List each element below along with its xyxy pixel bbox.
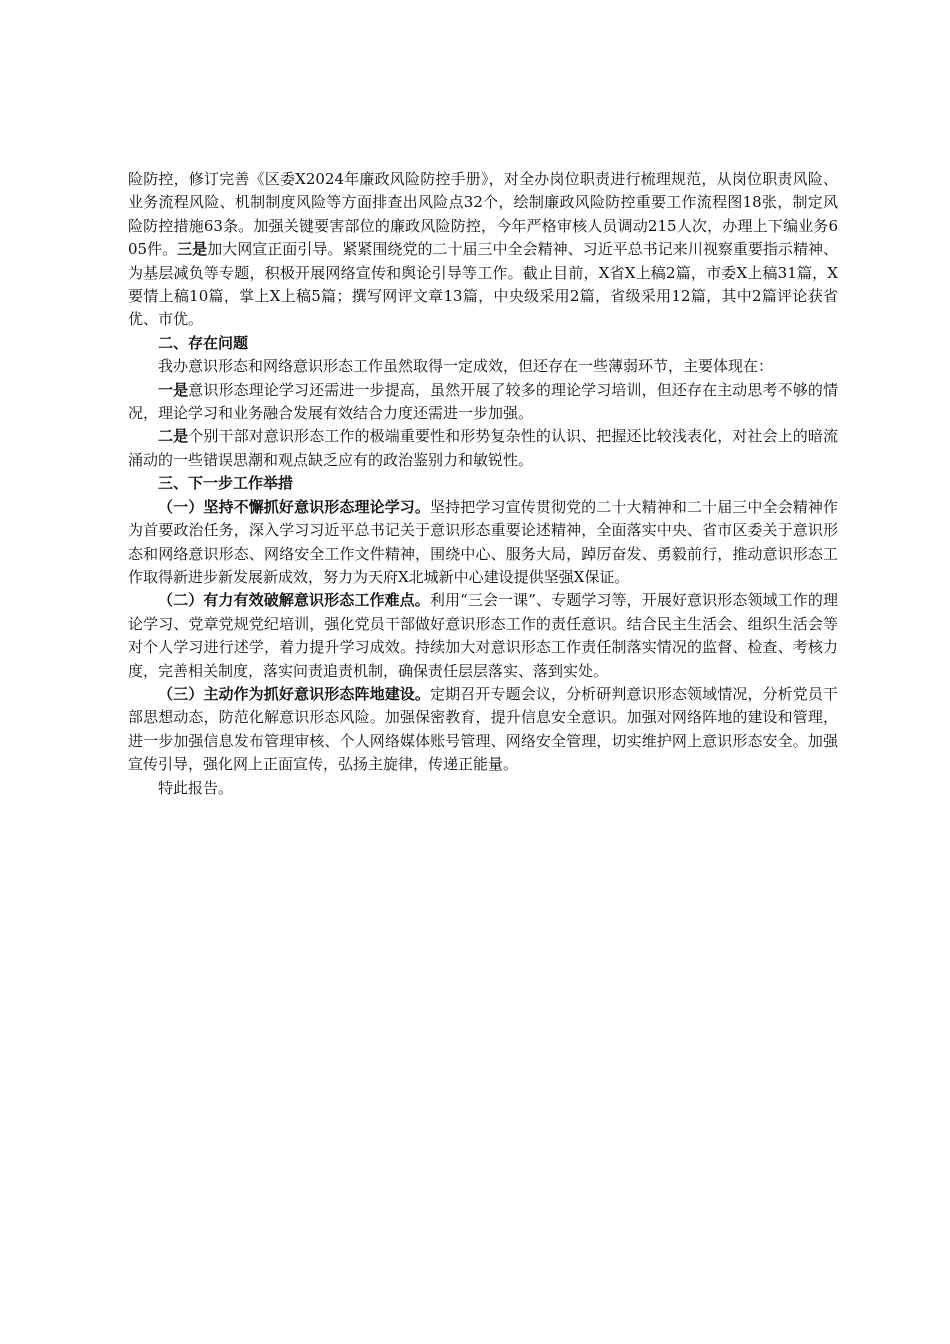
problems-intro: 我办意识形态和网络意识形态工作虽然取得一定成效，但还存在一些薄弱环节，主要体现在： [158, 357, 774, 376]
closing-line: 特此报告。 [158, 778, 234, 797]
measure-item-3-text: 定期召开专题会议，分析研判意识形态领域情况，分析党员干部思想动态，防范化解意识形态风险。加强保密教育，提升信息安全意识。加强对网络阵地的建设和管理，进一步加强信息发布管理审核、个人网络媒体账号管理、网络安全管理，切实维护网上意识形态安全。加强宣传引导，强化网上正面宣传，弘扬主旋律，传递正能量。 [128, 684, 838, 774]
intro-text-part2: 加大网宣正面引导。紧紧围绕党的二十届三中全会精神、习近平总书记来川视察重要指示精神、为基层减负等专题，积极开展网络宣传和舆论引导等工作。截止目前，X省X上稿2篇，市委X上稿31篇，X要情上稿10篇，掌上X上稿5篇；撰写网评文章13篇，中央级采用2篇，省级采用12篇，其中2篇评论获省优、市优。 [128, 240, 838, 329]
section-heading-problems: 二、存在问题 [158, 333, 249, 352]
measure-item-2-lead: （二）有力有效破解意识形态工作难点。 [158, 591, 430, 610]
problem-item-1-lead: 一是 [158, 380, 189, 399]
measure-item-3 [128, 683, 838, 777]
intro-text-part1: 险防控，修订完善《区委X2024年廉政风险防控手册》，对全办岗位职责进行梳理规范，从岗位职责风险、业务流程风险、机制制度风险等方面排查出风险点32个，绘制廉政风险防控重要工作流程图18张，制定风险防控措施63条。加强关键要害部位的廉政风险防控，今年严格审核人员调动215人次，办理上下编业务605件。 [128, 170, 838, 259]
section-heading-next-steps: 三、下一步工作举措 [158, 474, 294, 493]
measure-item-3-lead: （三）主动作为抓好意识形态阵地建设。 [158, 684, 431, 703]
problem-item-2 [128, 425, 838, 472]
measure-item-2 [128, 589, 838, 683]
document-page [128, 168, 838, 800]
measure-item-1-lead: （一）坚持不懈抓好意识形态理论学习。 [158, 497, 431, 516]
intro-lead-three: 三是 [177, 240, 208, 259]
problem-item-1-text: 意识形态理论学习还需进一步提高，虽然开展了较多的理论学习培训，但还存在主动思考不够的情况，理论学习和业务融合发展有效结合力度还需进一步加强。 [128, 380, 838, 423]
problem-item-2-lead: 二是 [158, 427, 189, 446]
problem-item-1 [128, 379, 838, 426]
measure-item-2-text: 利用“三会一课”、专题学习等，开展好意识形态领域工作的理论学习、党章党规党纪培训，强化党员干部做好意识形态工作的责任意识。结合民主生活会、组织生活会等对个人学习进行述学，着力提升学习成效。持续加大对意识形态工作责任制落实情况的监督、检查、考核力度，完善相关制度，落实问责追责机制，确保责任层层落实、落到实处。 [128, 591, 838, 680]
intro-paragraph [128, 168, 838, 332]
measure-item-1 [128, 496, 838, 590]
measure-item-1-text: 坚持把学习宣传贯彻党的二十大精神和二十届三中全会精神作为首要政治任务，深入学习习近平总书记关于意识形态重要论述精神，全面落实中央、省市区委关于意识形态和网络意识形态、网络安全工作文件精神，围绕中心、服务大局，踔厉奋发、勇毅前行，推动意识形态工作取得新进步新发展新成效，努力为天府X北城新中心建设提供坚强X保证。 [128, 497, 838, 586]
problem-item-2-text: 个别干部对意识形态工作的极端重要性和形势复杂性的认识、把握还比较浅表化，对社会上的暗流涌动的一些错误思潮和观点缺乏应有的政治鉴别力和敏锐性。 [128, 427, 838, 469]
